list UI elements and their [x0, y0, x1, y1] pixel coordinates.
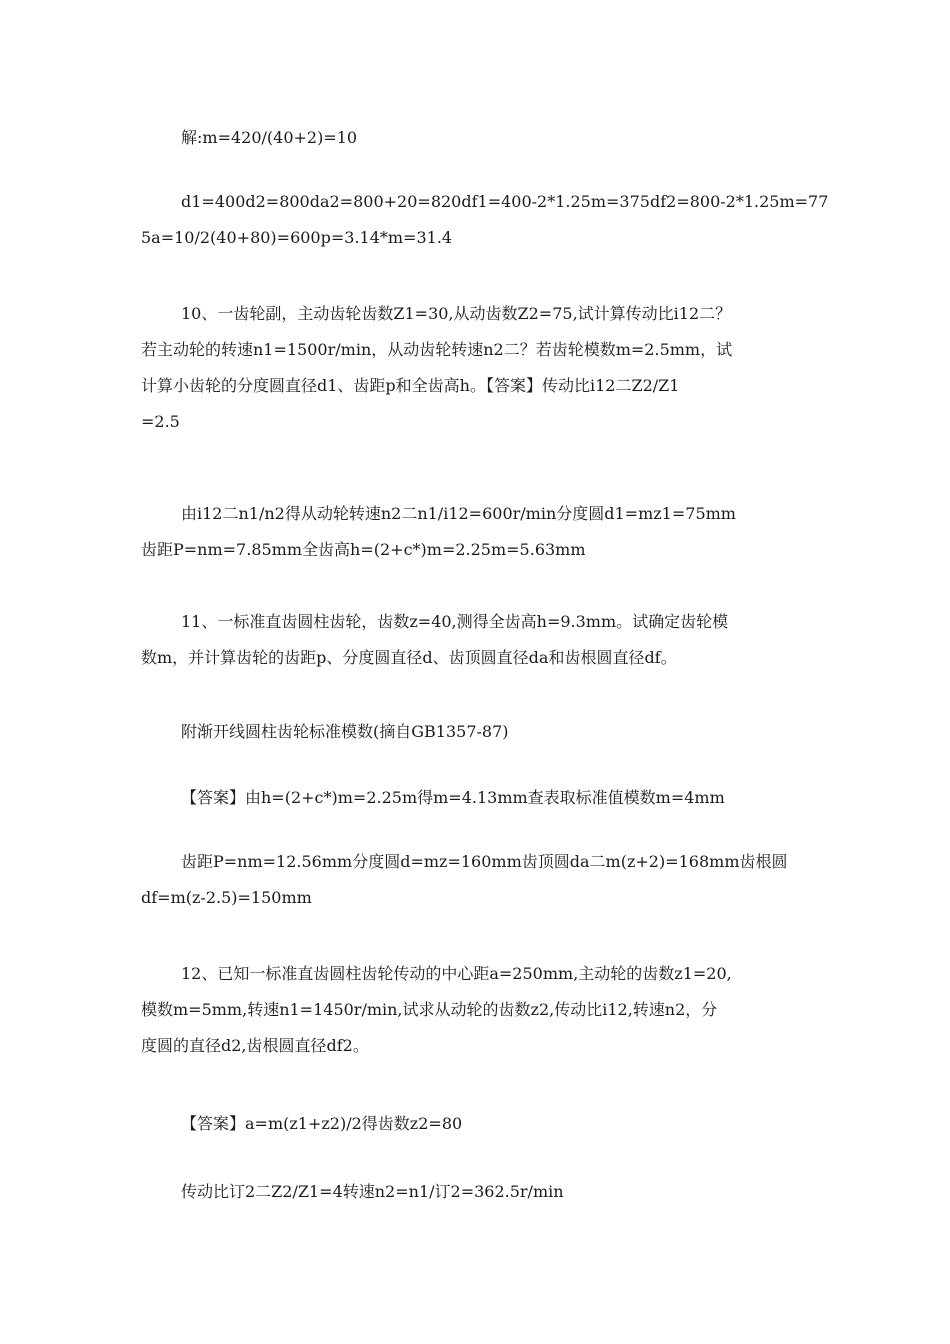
- text-line: 【答案】a=m(z1+z2)/2得齿数z2=80: [181, 1114, 463, 1133]
- text-line: 11、一标准直齿圆柱齿轮，齿数z=40,测得全齿高h=9.3mm。试确定齿轮模: [181, 612, 729, 631]
- text-line: 齿距P=nm=7.85mm全齿高h=(2+c*)m=2.25m=5.63mm: [141, 540, 586, 559]
- paragraph-answer-12-cont: [141, 1174, 821, 1210]
- text-line: 【答案】由h=(2+c*)m=2.25m得m=4.13mm查表取标准值模数m=4mm: [181, 788, 725, 807]
- text-line: 10、一齿轮副，主动齿轮齿数Z1=30,从动齿数Z2=75,试计算传动比i12二？: [181, 304, 732, 323]
- paragraph-appendix-note: [141, 714, 821, 750]
- text-line: 附渐开线圆柱齿轮标准模数(摘自GB1357-87): [181, 722, 509, 741]
- paragraph-question-12: [141, 956, 821, 1064]
- paragraph-formulas: [141, 184, 829, 256]
- paragraph-answer-11: [141, 780, 821, 816]
- text-line: 度圆的直径d2,齿根圆直径df2。: [141, 1036, 369, 1055]
- text-line: 传动比订2二Z2/Z1=4转速n2=n1/订2=362.5r/min: [181, 1182, 564, 1201]
- paragraph-answer-11-cont: [141, 844, 821, 916]
- paragraph-solution: [141, 120, 821, 156]
- text-line: =2.5: [141, 412, 180, 431]
- text-line: 若主动轮的转速n1=1500r/min，从动齿轮转速n2二？若齿轮模数m=2.5mm，试: [141, 340, 733, 359]
- paragraph-question-11: [141, 604, 821, 676]
- text-line: 齿距P=nm=12.56mm分度圆d=mz=160mm齿顶圆da二m(z+2)=168mm齿根圆: [181, 852, 788, 871]
- text-line: 数m，并计算齿轮的齿距p、分度圆直径d、齿顶圆直径da和齿根圆直径df。: [141, 648, 677, 667]
- text-line: 计算小齿轮的分度圆直径d1、齿距p和全齿高h。【答案】传动比i12二Z2/Z1: [141, 376, 680, 395]
- text-line: df=m(z-2.5)=150mm: [141, 888, 312, 907]
- text-line: 由i12二n1/n2得从动轮转速n2二n1/i12=600r/min分度圆d1=mz1=75mm: [181, 504, 736, 523]
- paragraph-answer-12: [141, 1106, 821, 1142]
- text-line: 模数m=5mm,转速n1=1450r/min,试求从动轮的齿数z2,传动比i12,转速n2，分: [141, 1000, 718, 1019]
- text-line: 解:m=420/(40+2)=10: [181, 128, 358, 147]
- paragraph-question-10: [141, 296, 821, 440]
- text-line: d1=400d2=800da2=800+20=820df1=400-2*1.25m=375df2=800-2*1.25m=77: [181, 192, 829, 211]
- text-line: 12、已知一标准直齿圆柱齿轮传动的中心距a=250mm,主动轮的齿数z1=20,: [181, 964, 732, 983]
- text-line: 5a=10/2(40+80)=600p=3.14*m=31.4: [141, 228, 453, 247]
- paragraph-answer-10: [141, 496, 821, 568]
